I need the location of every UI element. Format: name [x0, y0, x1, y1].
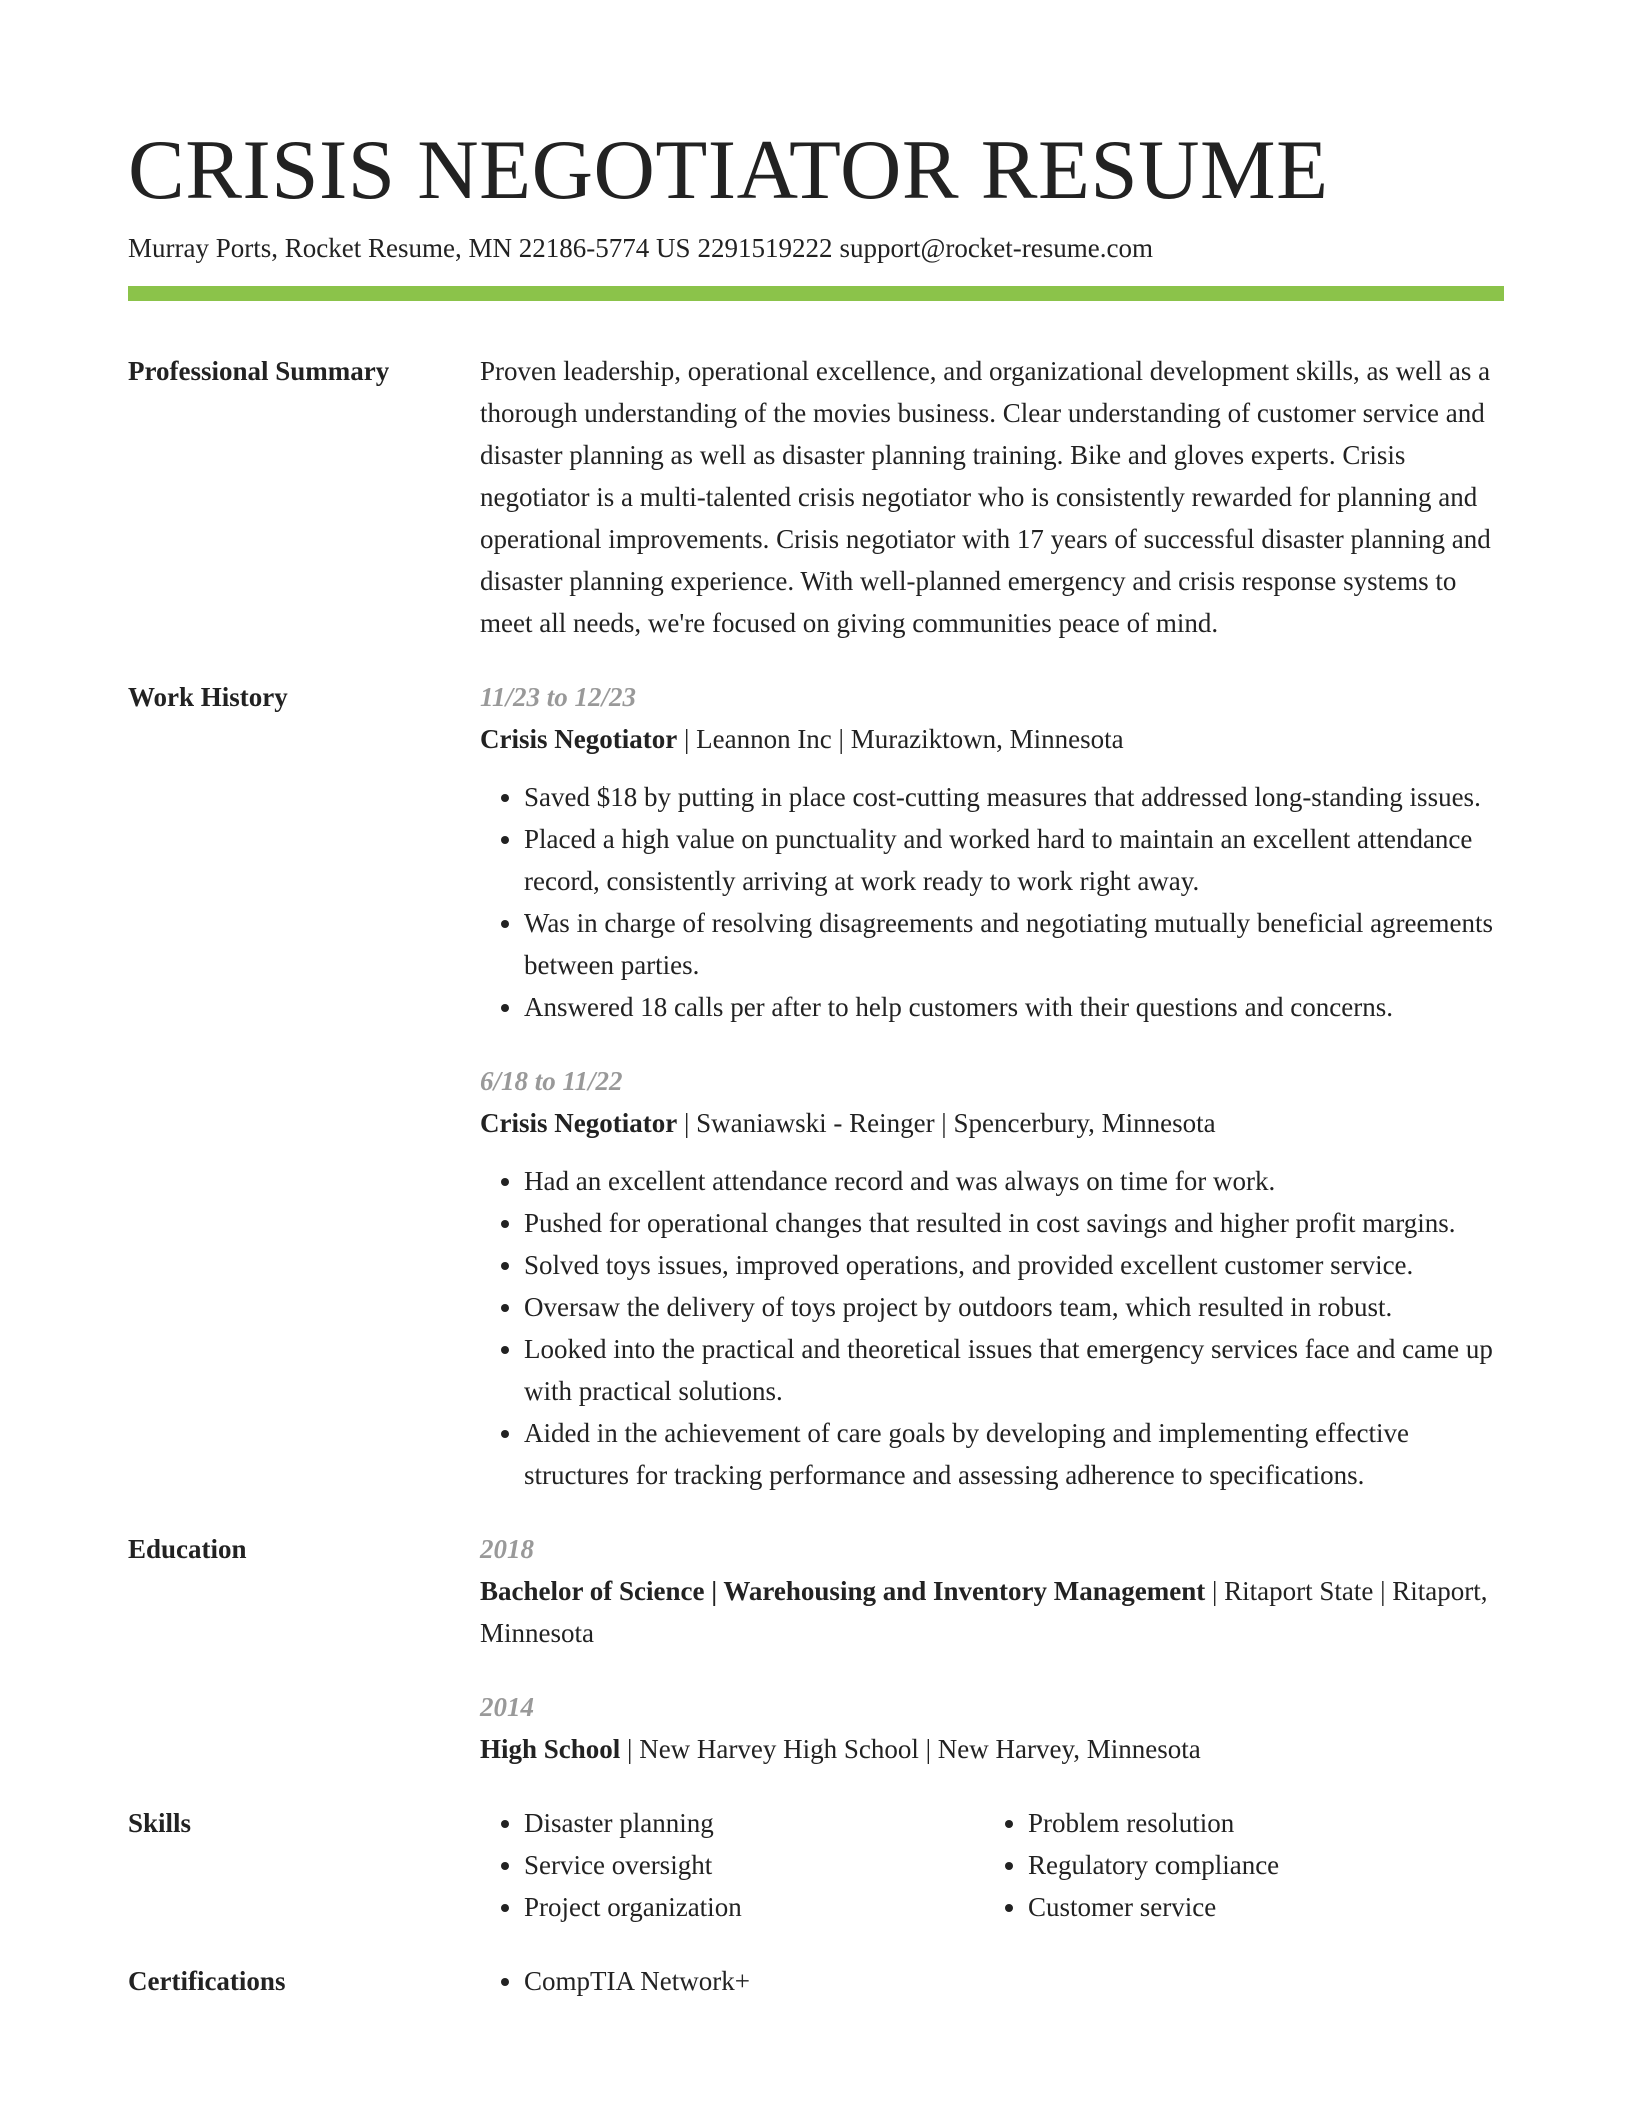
work-history-heading: Work History: [128, 682, 288, 712]
education-line: [480, 1728, 1504, 1770]
summary-section: [128, 350, 1504, 644]
work-history-section: [128, 676, 1504, 1496]
job-bullet: • Oversaw the delivery of toys project by outdoors team, which resulted in robust.: [524, 1286, 1504, 1328]
job-heading: [480, 718, 1504, 760]
skill-item: • Regulatory compliance: [1028, 1844, 1279, 1886]
job-dates: 11/23 to 12/23: [480, 682, 637, 712]
skill-item: • Customer service: [1028, 1886, 1279, 1928]
skills-section: [128, 1802, 1504, 1928]
skill-item: • Project organization: [524, 1886, 984, 1928]
education-degree: High School: [480, 1734, 621, 1764]
contact-phone: 2291519222: [697, 233, 833, 263]
education-details: | New Harvey High School | New Harvey, Minnesota: [620, 1734, 1201, 1764]
skill-item: • Service oversight: [524, 1844, 984, 1886]
education-details: | Ritaport State | Ritaport, Minnesota: [480, 1576, 1488, 1648]
certifications-heading: Certifications: [128, 1966, 286, 1996]
education-degree: Bachelor of Science | Warehousing and Inventory Management: [480, 1576, 1206, 1606]
job-entry: [480, 1060, 1504, 1496]
certifications-section: [128, 1960, 1504, 2002]
skills-grid: [480, 1802, 1504, 1928]
job-bullet: • Looked into the practical and theoretical issues that emergency services face and came up with practical solutions.: [524, 1328, 1504, 1412]
job-bullet: • Was in charge of resolving disagreements and negotiating mutually beneficial agreements between parties.: [524, 902, 1504, 986]
resume-content: [128, 350, 1504, 2034]
job-bullet: • Saved $18 by putting in place cost-cutting measures that addressed long-standing issues.: [524, 776, 1504, 818]
resume-title: CRISIS NEGOTIATOR RESUME: [128, 123, 1329, 217]
contact-address: Murray Ports, Rocket Resume, MN 22186-5774 US: [128, 233, 691, 263]
job-title: Crisis Negotiator: [480, 724, 678, 754]
contact-email: support@rocket-resume.com: [839, 233, 1153, 263]
job-bullet: • Solved toys issues, improved operations, and provided excellent customer service.: [524, 1244, 1504, 1286]
education-entry: [480, 1686, 1504, 1770]
education-line: [480, 1570, 1504, 1654]
summary-text: Proven leadership, operational excellence, and organizational development skills, as well as a thorough understanding of the movies business. Clear understanding of customer service and disaster planning as well as disaster planning training. Bike and gloves experts. Crisis negotiator is a multi-talented crisis negotiator who is consistently rewarded for planning and operational improvements. Crisis negotiator with 17 years of successful disaster planning and disaster planning experience. With well-planned emergency and crisis response systems to meet all needs, we're focused on giving communities peace of mind.: [480, 356, 1491, 638]
education-year: 2018: [480, 1534, 534, 1564]
education-entry: [480, 1528, 1504, 1654]
job-entry: [480, 676, 1504, 1028]
job-bullet: • Aided in the achievement of care goals by developing and implementing effective structures for tracking performance and assessing adherence to specifications.: [524, 1412, 1504, 1496]
summary-heading: Professional Summary: [128, 356, 390, 386]
job-bullets: [480, 776, 1504, 1028]
job-title: Crisis Negotiator: [480, 1108, 678, 1138]
skills-column-right: [984, 1802, 1279, 1928]
education-heading: Education: [128, 1534, 247, 1564]
certification-item: • CompTIA Network+: [524, 1960, 1504, 2002]
education-year: 2014: [480, 1692, 534, 1722]
job-bullet: • Answered 18 calls per after to help customers with their questions and concerns.: [524, 986, 1504, 1028]
skills-heading: Skills: [128, 1808, 192, 1838]
header-divider: [128, 286, 1504, 301]
job-heading: [480, 1102, 1504, 1144]
job-details: | Swaniawski - Reinger | Spencerbury, Minnesota: [677, 1108, 1216, 1138]
job-bullets: [480, 1160, 1504, 1496]
skills-column-left: [480, 1802, 984, 1928]
job-details: | Leannon Inc | Muraziktown, Minnesota: [677, 724, 1124, 754]
job-bullet: • Pushed for operational changes that resulted in cost savings and higher profit margins.: [524, 1202, 1504, 1244]
job-bullet: • Placed a high value on punctuality and worked hard to maintain an excellent attendance record, consistently arriving at work ready to work right away.: [524, 818, 1504, 902]
education-section: [128, 1528, 1504, 1770]
certifications-list: [480, 1960, 1504, 2002]
skill-item: • Problem resolution: [1028, 1802, 1279, 1844]
contact-line: [128, 230, 1153, 266]
job-dates: 6/18 to 11/22: [480, 1066, 623, 1096]
job-bullet: • Had an excellent attendance record and was always on time for work.: [524, 1160, 1504, 1202]
skill-item: • Disaster planning: [524, 1802, 984, 1844]
